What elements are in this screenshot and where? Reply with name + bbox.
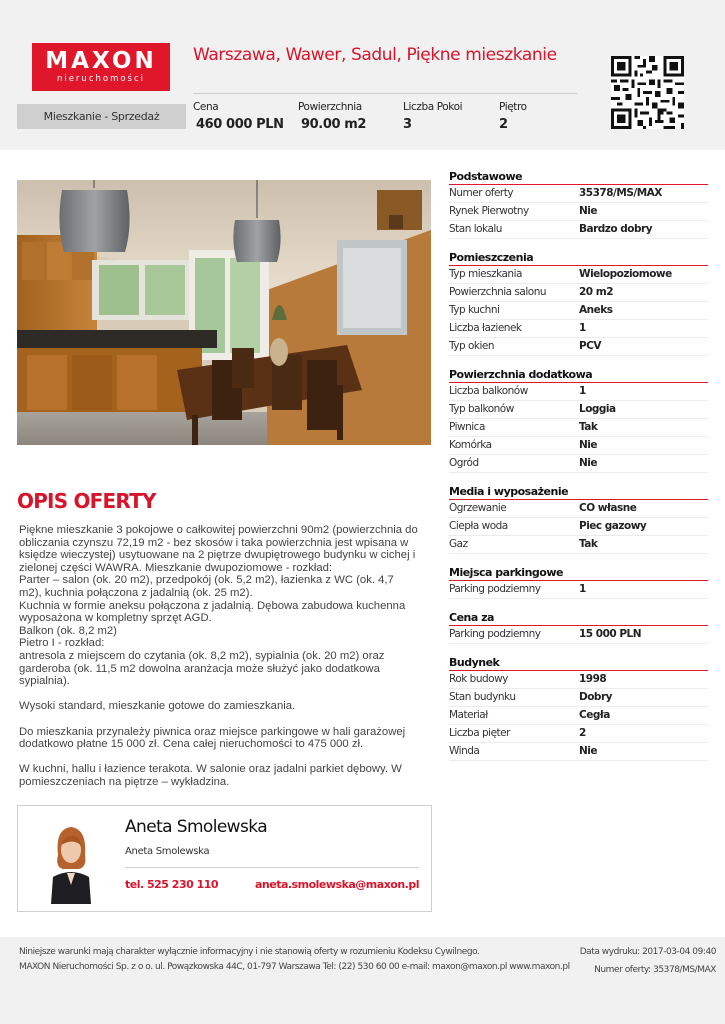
description-paragraph: Pietro I - rozkład: [19, 637, 105, 650]
detail-key: Gaz [449, 538, 468, 550]
detail-key: Stan lokalu [449, 223, 502, 235]
detail-key: Winda [449, 745, 480, 757]
detail-row [449, 455, 708, 473]
detail-key: Typ okien [449, 340, 495, 352]
description-body [19, 524, 419, 788]
detail-value: Aneks [579, 304, 613, 316]
maxon-logo[interactable] [32, 43, 170, 91]
detail-row [449, 671, 708, 689]
footer [0, 937, 725, 1024]
offer-type-badge: Mieszkanie - Sprzedaż [17, 104, 186, 129]
detail-value: Nie [579, 745, 598, 757]
detail-row [449, 203, 708, 221]
detail-value: 35378/MS/MAX [579, 187, 662, 199]
detail-value: 1998 [579, 673, 607, 685]
detail-value: PCV [579, 340, 602, 352]
agent-subtitle: Aneta Smolewska [125, 846, 210, 857]
detail-key: Stan budynku [449, 691, 516, 703]
section-extra-area [449, 365, 708, 473]
detail-value: 15 000 PLN [579, 628, 642, 640]
detail-row [449, 383, 708, 401]
description-paragraph: Wysoki standard, mieszkanie gotowe do zamieszkania. [19, 700, 296, 713]
apartment-photo[interactable] [17, 180, 431, 445]
detail-key: Liczba łazienek [449, 322, 522, 334]
detail-key: Piwnica [449, 421, 485, 433]
detail-value: Piec gazowy [579, 520, 647, 532]
section-title: Pomieszczenia [449, 248, 708, 266]
qr-code-icon[interactable] [611, 56, 684, 129]
detail-key: Materiał [449, 709, 488, 721]
detail-key: Rynek Pierwotny [449, 205, 529, 217]
detail-value: Loggia [579, 403, 616, 415]
section-rooms [449, 248, 708, 356]
detail-row [449, 725, 708, 743]
detail-key: Ciepła woda [449, 520, 508, 532]
section-parking [449, 563, 708, 599]
detail-value: 20 m2 [579, 286, 614, 298]
detail-value: Nie [579, 457, 598, 469]
section-title: Cena za [449, 608, 708, 626]
stat-price-value: 460 000 PLN [196, 117, 284, 132]
detail-value: Nie [579, 439, 598, 451]
detail-value: Bardzo dobry [579, 223, 653, 235]
detail-key: Numer oferty [449, 187, 514, 199]
paragraph-gap [19, 688, 419, 701]
description-paragraph: Kuchnia w formie aneksu połączona z jadalnią. Dębowa zabudowa kuchenna wyposażona w kompletny sprzęt AGD. [19, 599, 406, 625]
detail-key: Parking podziemny [449, 583, 541, 595]
section-price-for [449, 608, 708, 644]
logo-tagline: nieruchomości [56, 74, 146, 84]
detail-row [449, 689, 708, 707]
description-paragraph: W kuchni, hallu i łazience terakota. W salonie oraz jadalni parkiet dębowy. W pomieszczeniach na piętrze – wykładzina. [19, 763, 402, 788]
detail-row [449, 419, 708, 437]
detail-key: Komórka [449, 439, 492, 451]
detail-key: Ogrzewanie [449, 502, 507, 514]
logo-wordmark: MAXON [45, 48, 157, 74]
detail-value: Dobry [579, 691, 612, 703]
detail-row [449, 707, 708, 725]
detail-row [449, 500, 708, 518]
detail-value: Nie [579, 205, 598, 217]
agent-divider [125, 867, 419, 868]
detail-value: Wielopoziomowe [579, 268, 672, 280]
detail-row [449, 284, 708, 302]
footer-print-date: Data wydruku: 2017-03-04 09:40 [579, 947, 716, 957]
detail-row [449, 320, 708, 338]
stat-area-label: Powierzchnia [298, 101, 362, 113]
section-media [449, 482, 708, 554]
agent-name: Aneta Smolewska [125, 817, 268, 837]
section-title: Miejsca parkingowe [449, 563, 708, 581]
description-paragraph: Do mieszkania przynależy piwnica oraz miejsce parkingowe w hali garażowej dodatkowo płatne 15 000 zł. Cena całej nieruchomości to 475 000 zł. [19, 725, 406, 751]
detail-row [449, 338, 708, 356]
detail-key: Typ mieszkania [449, 268, 522, 280]
detail-row [449, 437, 708, 455]
detail-key: Typ kuchni [449, 304, 500, 316]
detail-key: Liczba pięter [449, 727, 510, 739]
detail-row [449, 743, 708, 761]
detail-key: Powierzchnia salonu [449, 286, 547, 298]
detail-row [449, 221, 708, 239]
detail-key: Ogród [449, 457, 479, 469]
detail-value: 2 [579, 727, 586, 739]
footer-company-info: MAXON Nieruchomości Sp. z o o. ul. Powązkowska 44C, 01-797 Warszawa Tel: (22) 530 60 00 e-mail: maxon@maxon.pl www.maxon.pl [19, 962, 570, 972]
detail-row [449, 185, 708, 203]
stat-rooms-value: 3 [403, 117, 412, 132]
description-heading: OPIS OFERTY [17, 489, 156, 513]
detail-value: Tak [579, 538, 598, 550]
section-title: Powierzchnia dodatkowa [449, 365, 708, 383]
detail-row [449, 518, 708, 536]
detail-row [449, 266, 708, 284]
details-panel [449, 167, 708, 770]
detail-value: Tak [579, 421, 598, 433]
detail-key: Typ balkonów [449, 403, 514, 415]
stat-floor-value: 2 [499, 117, 508, 132]
detail-value: 1 [579, 322, 586, 334]
footer-disclaimer: Niniejsze warunki mają charakter wyłącznie informacyjny i nie stanowią oferty w rozumieniu Kodeksu Cywilnego. [19, 947, 480, 957]
listing-title: Warszawa, Wawer, Sadul, Piękne mieszkanie [193, 45, 557, 65]
stat-area-value: 90.00 m2 [301, 117, 367, 132]
agent-email-link[interactable]: aneta.smolewska@maxon.pl [254, 878, 419, 891]
description-paragraph: Parter – salon (ok. 20 m2), przedpokój (ok. 5,2 m2), łazienka z WC (ok. 4,7 m2), kuchnia połączona z jadalnią (ok. 25 m2). [19, 574, 394, 599]
detail-row [449, 536, 708, 554]
section-title: Budynek [449, 653, 708, 671]
section-basic [449, 167, 708, 239]
agent-card [17, 805, 432, 912]
detail-row [449, 302, 708, 320]
detail-value: Cegła [579, 709, 610, 721]
section-title: Podstawowe [449, 167, 708, 185]
description-paragraph: antresola z miejscem do czytania (ok. 8,2 m2), sypialnia (ok. 20 m2) oraz garderoba (ok. 11,5 m2 dowolna aranżacja może służyć jako dodatkowa sypialnia). [19, 649, 385, 688]
stat-floor-label: Piętro [499, 101, 527, 113]
detail-key: Liczba balkonów [449, 385, 528, 397]
description-paragraph: Piękne mieszkanie 3 pokojowe o całkowitej powierzchni 90m2 (powierzchnia do obliczania czynszu 72,19 m2 - bez skosów i taka powierzchnia jest wpisana w księdze wieczystej) usytuowane na 2 piętrze dwupiętrowego budynku w cichej i zielonej części WAWRA. Mieszkanie dwupoziomowe - rozkład: [19, 524, 418, 574]
agent-avatar [41, 815, 101, 904]
paragraph-gap [19, 713, 419, 726]
section-title: Media i wyposażenie [449, 482, 708, 500]
description-paragraph: Balkon (ok. 8,2 m2) [19, 624, 117, 637]
header-band [0, 0, 725, 150]
agent-phone-link[interactable]: tel. 525 230 110 [125, 878, 219, 891]
detail-key: Parking podziemny [449, 628, 541, 640]
title-divider [193, 93, 577, 94]
section-building [449, 653, 708, 761]
detail-row [449, 401, 708, 419]
stat-price-label: Cena [193, 101, 219, 113]
detail-value: CO własne [579, 502, 637, 514]
detail-row [449, 581, 708, 599]
detail-value: 1 [579, 583, 586, 595]
detail-key: Rok budowy [449, 673, 508, 685]
detail-value: 1 [579, 385, 586, 397]
stat-rooms-label: Liczba Pokoi [403, 101, 463, 113]
detail-row [449, 626, 708, 644]
paragraph-gap [19, 751, 419, 764]
footer-offer-number: Numer oferty: 35378/MS/MAX [594, 965, 716, 975]
